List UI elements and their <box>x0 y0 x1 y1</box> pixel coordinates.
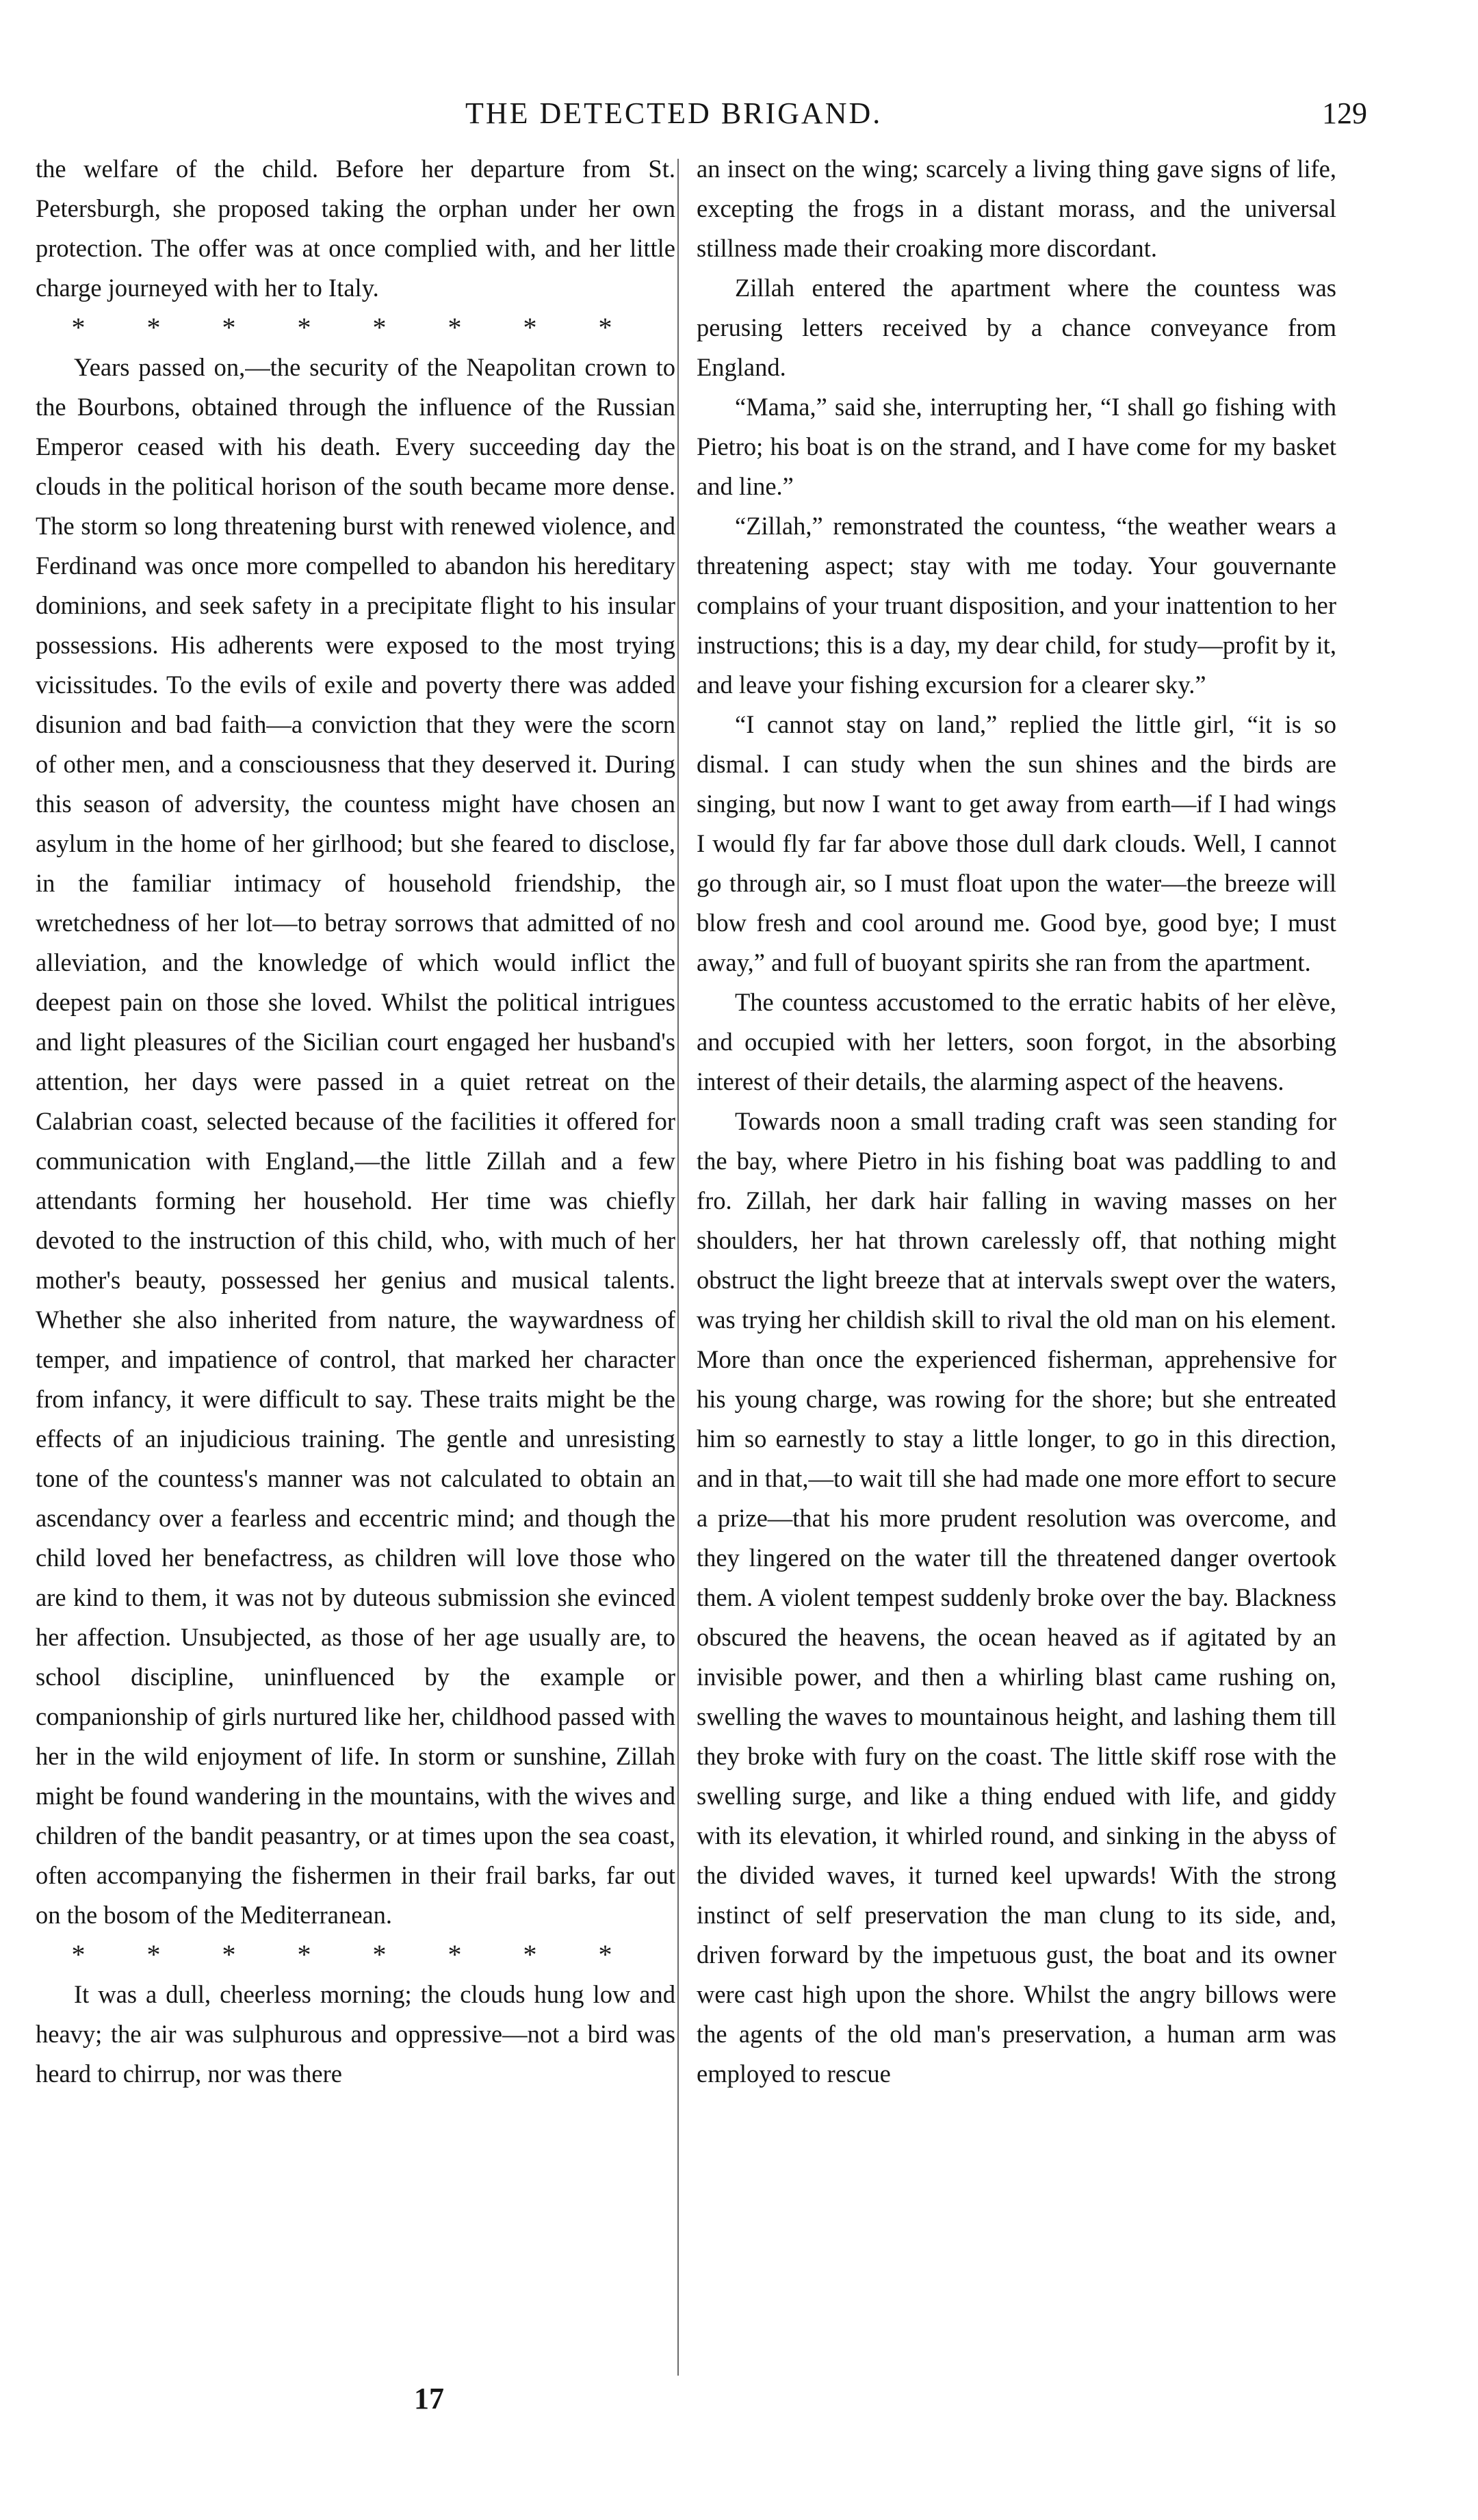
running-title: THE DETECTED BRIGAND. <box>465 96 883 130</box>
page-header <box>0 96 1478 137</box>
column-divider <box>677 159 679 2376</box>
left-paragraph-3: It was a dull, cheerless morning; the clouds hung low and heavy; the air was sulphurous and oppressive—not a bird was heard to chirrup, nor was there <box>36 1980 675 2088</box>
right-paragraph-1: an insect on the wing; scarcely a living thing gave signs of life, excepting the frogs in a distant morass, and the universal stillness made their croaking more discordant. <box>697 155 1336 262</box>
signature-mark: 17 <box>414 2382 444 2415</box>
left-column <box>36 149 675 2094</box>
page-number: 129 <box>1322 96 1367 130</box>
section-break-stars: * * * * * * * * <box>71 1939 640 1970</box>
left-paragraph-1: the welfare of the child. Before her departure from St. Petersburgh, she proposed taking the orphan under her own protection. The offer was at once complied with, and her little charge journeyed with her to Italy. <box>36 155 675 302</box>
right-column <box>697 149 1336 2094</box>
right-paragraph-7: Towards noon a small trading craft was seen standing for the bay, where Pietro in his fishing boat was paddling to and fro. Zillah, her dark hair falling in waving masses on her shoulders, her hat thrown carelessly off, that nothing might obstruct the light breeze that at intervals swept over the waters, was trying her childish skill to rival the old man on his element. More than once the experienced fisherman, apprehensive for his young charge, was rowing for the shore; but she entreated him so earnestly to stay a little longer, to go in this direction, and in that,—to wait till she had made one more effort to secure a prize—that his more prudent resolution was overcome, and they lingered on the water till the threatened danger overtook them. A violent tempest suddenly broke over the bay. Blackness obscured the heavens, the ocean heaved as if agitated by an invisible power, and then a whirling blast came rushing on, swelling the waves to mountainous height, and lashing them till they broke with fury on the coast. The little skiff rose with the swelling surge, and like a thing endued with life, and giddy with its elevation, it whirled round, and sinking in the abyss of the divided waves, it turned keel upwards! With the strong instinct of self preservation the man clung to its side, and, driven forward by the impetuous gust, the boat and its owner were cast high upon the shore. Whilst the angry billows were the agents of the old man's preservation, a human arm was employed to rescue <box>697 1107 1336 2088</box>
right-paragraph-3: “Mama,” said she, interrupting her, “I shall go fishing with Pietro; his boat is on the strand, and I have come for my basket and line.” <box>697 393 1336 500</box>
right-paragraph-2: Zillah entered the apartment where the countess was perusing letters received by a chance conveyance from England. <box>697 274 1336 381</box>
section-break-stars: * * * * * * * * <box>71 312 640 343</box>
right-paragraph-5: “I cannot stay on land,” replied the little girl, “it is so dismal. I can study when the sun shines and the birds are singing, but now I want to get away from earth—if I had wings I would fly far far above those dull dark clouds. Well, I cannot go through air, so I must float upon the water—the breeze will blow fresh and cool around me. Good bye, good bye; I must away,” and full of buoyant spirits she ran from the apartment. <box>697 710 1336 976</box>
right-paragraph-6: The countess accustomed to the erratic habits of her elève, and occupied with her letters, soon forgot, in the absorbing interest of their details, the alarming aspect of the heavens. <box>697 988 1336 1095</box>
left-paragraph-2: Years passed on,—the security of the Neapolitan crown to the Bourbons, obtained through the influence of the Russian Emperor ceased with his death. Every succeeding day the clouds in the political horison of the south became more dense. The storm so long threatening burst with renewed violence, and Ferdinand was once more compelled to abandon his hereditary dominions, and seek safety in a precipitate flight to his insular possessions. His adherents were exposed to the most trying vicissitudes. To the evils of exile and poverty there was added disunion and bad faith—a conviction that they were the scorn of other men, and a consciousness that they deserved it. During this season of adversity, the countess might have chosen an asylum in the home of her girlhood; but she feared to disclose, in the familiar intimacy of household friendship, the wretchedness of her lot—to betray sorrows that admitted of no alleviation, and the knowledge of which would inflict the deepest pain on those she loved. Whilst the political intrigues and light pleasures of the Sicilian court engaged her husband's attention, her days were passed in a quiet retreat on the Calabrian coast, selected because of the facilities it offered for communication with England,—the little Zillah and a few attendants forming her household. Her time was chiefly devoted to the instruction of this child, who, with much of her mother's beauty, possessed her genius and musical talents. Whether she also inherited from nature, the waywardness of temper, and impatience of control, that marked her character from infancy, it were difficult to say. These traits might be the effects of an injudicious training. The gentle and unresisting tone of the countess's manner was not calculated to obtain an ascendancy over a fearless and eccentric mind; and though the child loved her benefactress, as children will love those who are kind to them, it was not by duteous submission she evinced her affection. Unsubjected, as those of her age usually are, to school discipline, uninfluenced by the example or companionship of girls nurtured like her, childhood passed with her in the wild enjoyment of life. In storm or sunshine, Zillah might be found wandering in the mountains, with the wives and children of the bandit peasantry, or at times upon the sea coast, often accompanying the fishermen in their frail barks, far out on the bosom of the Mediterranean. <box>36 353 675 1929</box>
right-paragraph-4: “Zillah,” remonstrated the countess, “the weather wears a threatening aspect; stay with me today. Your gouvernante complains of your truant disposition, and your inattention to her instructions; this is a day, my dear child, for study—profit by it, and leave your fishing excursion for a clearer sky.” <box>697 512 1336 699</box>
